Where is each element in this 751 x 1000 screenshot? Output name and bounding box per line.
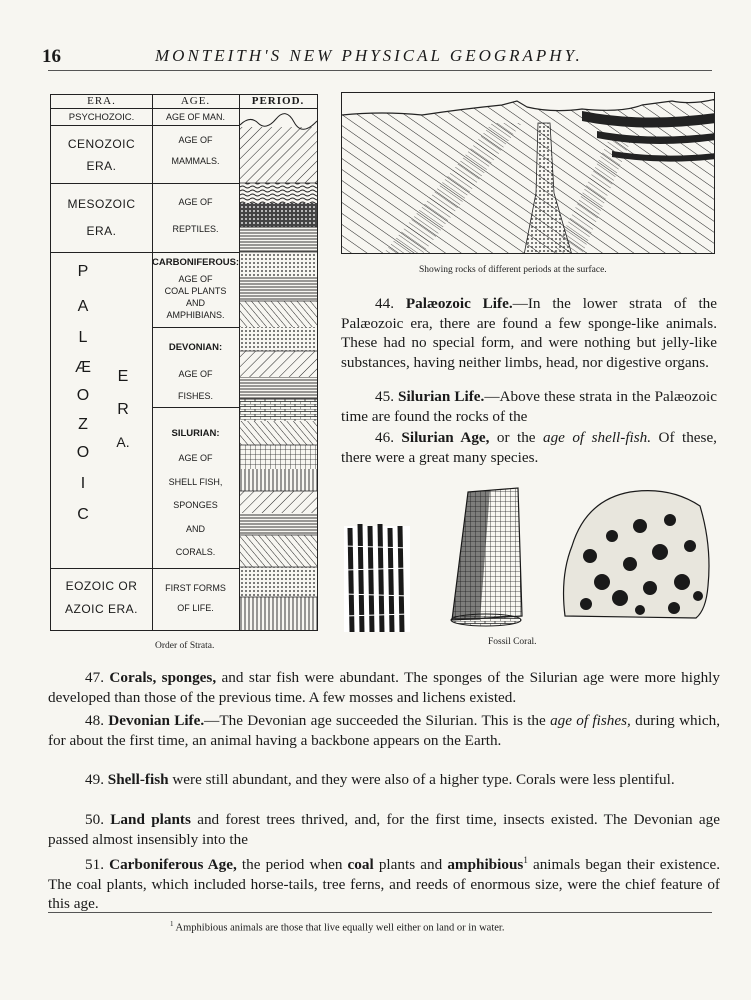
mesozoic-label: MESOZOIC	[67, 197, 136, 211]
mammals-age-label: AGE OF	[178, 135, 213, 145]
rocks-figure	[341, 92, 715, 254]
coral-mass-right	[564, 491, 709, 618]
eozoic-label: EOZOIC OR	[65, 579, 138, 593]
rocks-caption: Showing rocks of different periods at the surface.	[419, 265, 607, 275]
fossil-coral-illustration	[340, 486, 720, 636]
silurian-desc: AGE OF SHELL FISH, SPONGES AND CORALS.	[168, 453, 223, 557]
mammals-label: MAMMALS.	[171, 156, 220, 166]
devonian-label: DEVONIAN:	[168, 342, 223, 353]
reptiles-age-label: AGE OF	[178, 197, 213, 207]
coral-caption: Fossil Coral.	[488, 637, 537, 647]
header-rule	[48, 70, 712, 71]
silurian-label: SILURIAN:	[171, 428, 220, 439]
strata-caption: Order of Strata.	[155, 641, 215, 651]
coral-column-center	[451, 488, 522, 626]
paragraph-50: 50. Land plants and forest trees thrived, and, for the first time, insects existed. The Devonian age passed almost insensibly into the	[48, 811, 721, 848]
footnote-rule	[48, 912, 712, 913]
col-age-header: AGE.	[180, 95, 211, 107]
age-of-man-label: AGE OF MAN.	[165, 112, 225, 122]
col-period-header: PERIOD.	[251, 95, 305, 107]
coral-stems-left	[344, 524, 410, 632]
devonian-desc: AGE OF FISHES.	[177, 369, 213, 401]
first-forms-label: FIRST FORMS	[165, 583, 226, 593]
mesozoic-era-label: ERA.	[86, 224, 117, 238]
cenozoic-era-label: ERA.	[86, 159, 117, 173]
carboniferous-label: CARBONIFEROUS:	[152, 257, 240, 268]
of-life-label: OF LIFE.	[177, 603, 214, 613]
paragraph-51: 51. Carboniferous Age, the period when coal plants and amphibious$^1$ animals began their existence. The coal plants, which included horse-tails, tree ferns, and reeds of enormous size, were the chief feature of this age.	[48, 855, 720, 913]
footnote: $^1$ Amphibious animals are those that live equally well either on land or in water.	[170, 920, 505, 934]
carboniferous-desc: AGE OF COAL PLANTS AND AMPHIBIANS.	[164, 274, 227, 320]
strata-table: ERA. AGE. PERIOD. PSYCHOZOIC. AGE OF MAN. CENOZOIC ERA. AGE OF MAMMALS. MESOZOIC ERA. AGE OF REPTILES. P A L Æ O Z O I C E R A. CARBONIFEROUS: AGE OF COAL PLANTS AND AMPHIBIANS. DEVONIAN: AGE OF FISHES. SILURIAN: AGE OF SHELL FISH, SPONGES AND CORALS. EOZOIC OR AZOIC ERA. FIRST FORMS OF LIFE.	[50, 94, 318, 631]
psychozoic-label: PSYCHOZOIC.	[68, 112, 135, 123]
running-head: MONTEITH'S NEW PHYSICAL GEOGRAPHY.	[155, 46, 583, 65]
col-era-header: ERA.	[87, 95, 116, 107]
paragraph-46: 46. Silurian Age, or the age of shell-fish. Of these, there were a great many species.	[341, 429, 717, 466]
reptiles-label: REPTILES.	[172, 224, 219, 234]
paragraph-44: 44. Palæozoic Life.—In the lower strata of the Palæozoic era, there are found a few sponge-like animals. These had no special form, and were nothing but jelly-like substances, having neither limbs, head, nor digestive organs.	[341, 295, 718, 371]
strata-period-column	[240, 109, 317, 630]
paragraph-47: 47. Corals, sponges, and star fish were abundant. The sponges of the Silurian age were more highly developed than those of the previous time. A few mosses and lichens existed.	[48, 669, 720, 706]
cenozoic-label: CENOZOIC	[67, 137, 136, 151]
paragraph-48: 48. Devonian Life.—The Devonian age succeeded the Silurian. This is the age of fishes, during which, for about the first time, an animal having a backbone appears on the Earth.	[48, 712, 720, 749]
azoic-era-label: AZOIC ERA.	[64, 602, 138, 616]
page-number: 16	[42, 46, 61, 67]
paragraph-49: 49. Shell-fish were still abundant, and they were also of a higher type. Corals were less plentiful.	[85, 771, 675, 788]
paragraph-45: 45. Silurian Life.—Above these strata in the Palæozoic time are found the rocks of the	[341, 388, 718, 425]
